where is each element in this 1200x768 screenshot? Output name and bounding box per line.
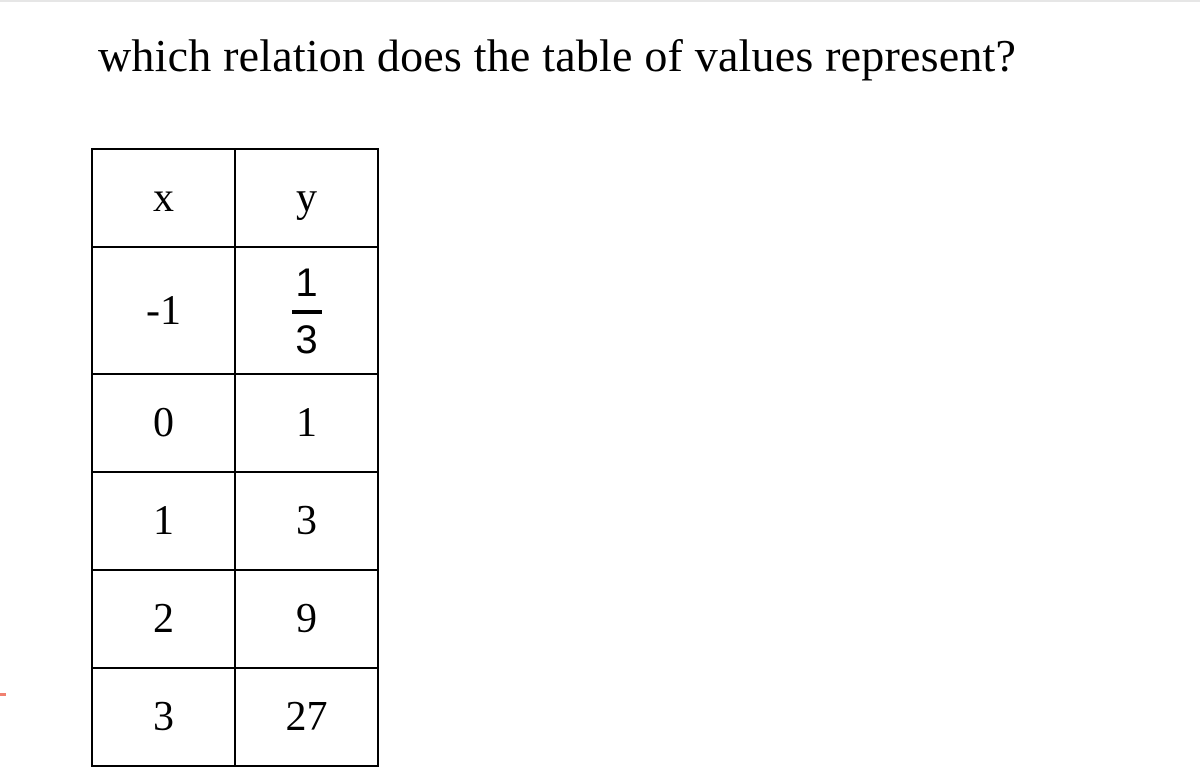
y-value: 27	[235, 668, 378, 766]
table-row	[92, 668, 378, 766]
fraction-bar	[292, 310, 322, 314]
table-row	[92, 247, 378, 374]
x-value: 3	[92, 668, 235, 766]
top-divider	[0, 0, 1200, 2]
x-value: 2	[92, 570, 235, 668]
y-value: 9	[235, 570, 378, 668]
y-value	[235, 247, 378, 374]
x-value: 0	[92, 374, 235, 472]
x-value: 1	[92, 472, 235, 570]
fraction-numerator: 1	[295, 260, 318, 305]
table-row	[92, 570, 378, 668]
edge-marker	[0, 693, 6, 696]
question-text: which relation does the table of values represent?	[98, 30, 1017, 81]
table-row	[92, 374, 378, 472]
y-fraction	[292, 260, 322, 362]
y-value: 3	[235, 472, 378, 570]
table-header-row	[92, 149, 378, 247]
table-row	[92, 472, 378, 570]
header-x: x	[92, 149, 235, 247]
y-value: 1	[235, 374, 378, 472]
fraction-denominator: 3	[295, 317, 318, 362]
values-table	[91, 148, 379, 767]
header-y: y	[235, 149, 378, 247]
x-value: -1	[92, 247, 235, 374]
